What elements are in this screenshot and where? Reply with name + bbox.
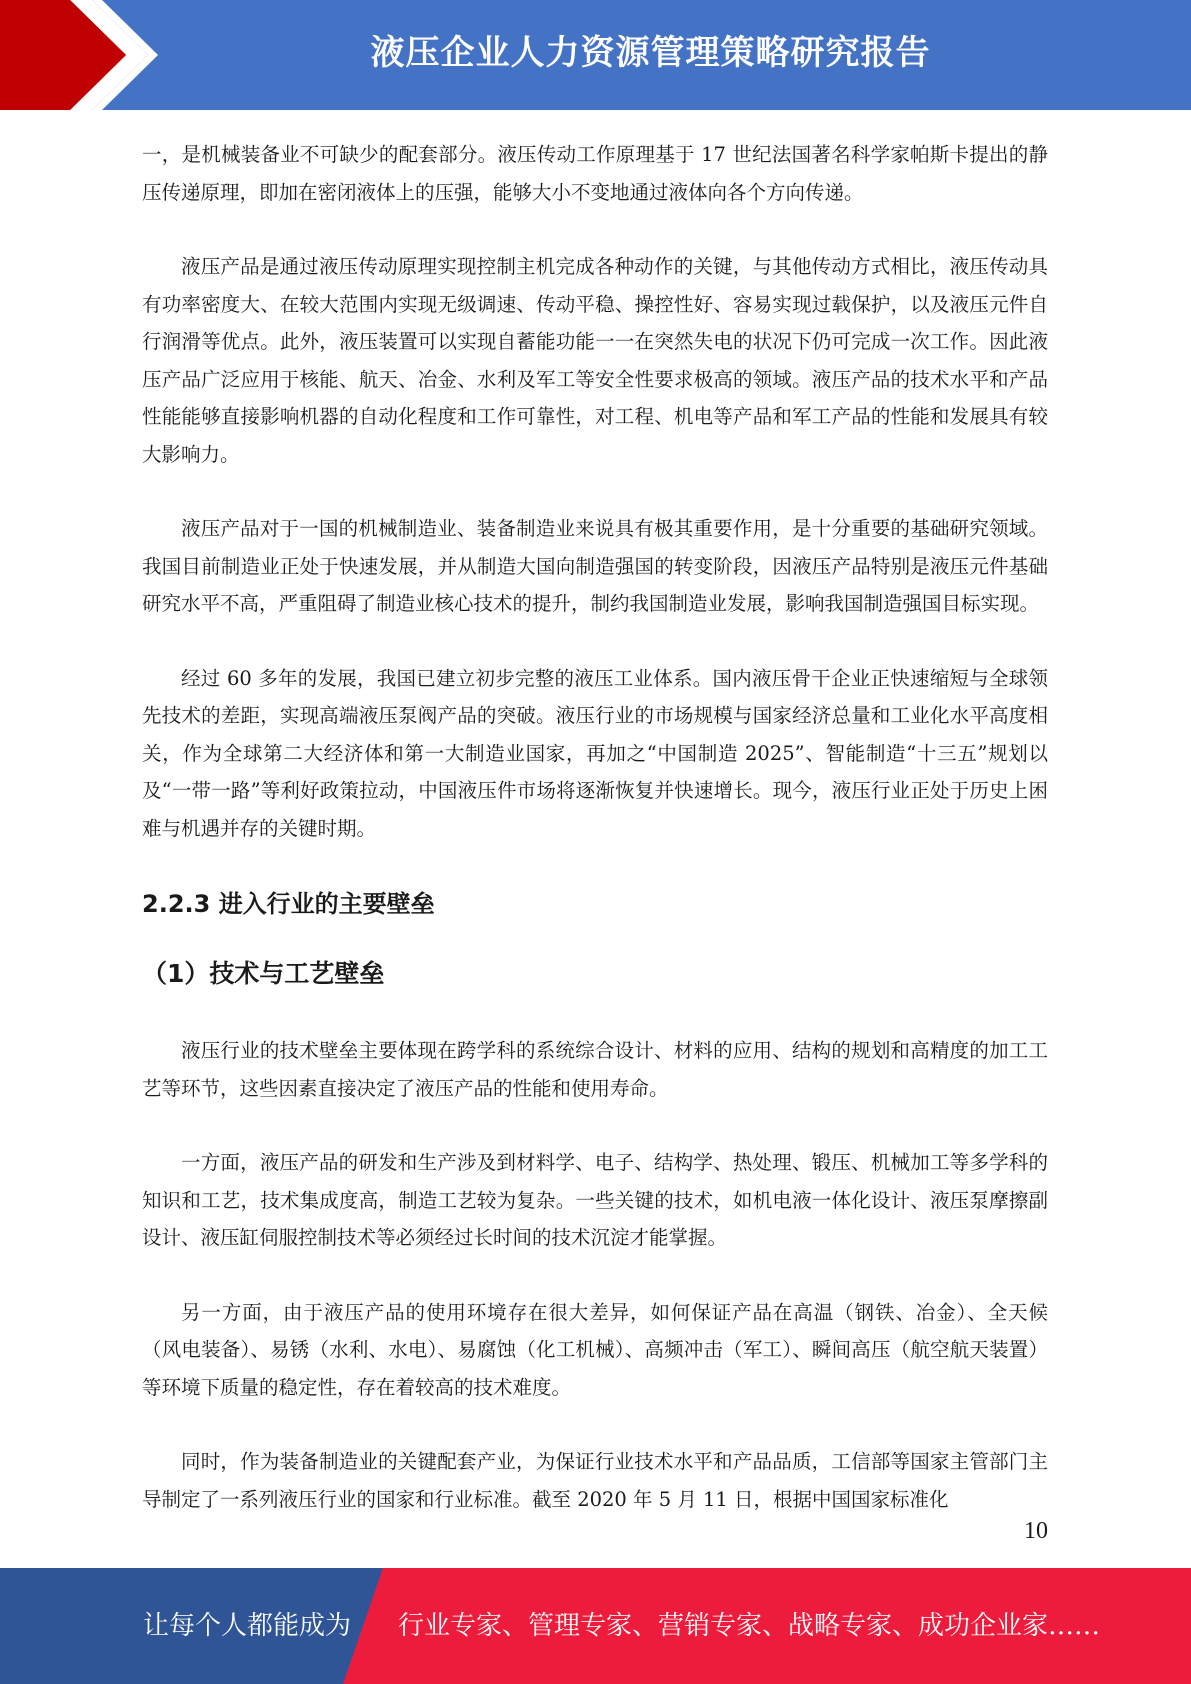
paragraph-2: 液压产品是通过液压传动原理实现控制主机完成各种动作的关键，与其他传动方式相比，液压传动具有功率密度大、在较大范围内实现无级调速、传动平稳、操控性好、容易实现过载保护，以及液压元件自行润滑等优点。此外，液压装置可以实现自蓄能功能一一在突然失电的状况下仍可完成一次工作。因此液压产品广泛应用于核能、航天、冶金、水利及军工等安全性要求极高的领域。液压产品的技术水平和产品性能能够直接影响机器的自动化程度和工作可靠性，对工程、机电等产品和军工产品的性能和发展具有较大影响力。 [142, 255, 1048, 466]
header-arrow-decoration [0, 0, 160, 110]
page-footer [0, 1568, 1191, 1684]
paragraph-1: 一，是机械装备业不可缺少的配套部分。液压传动工作原理基于 17 世纪法国著名科学家帕斯卡提出的静压传递原理，即加在密闭液体上的压强，能够大小不变地通过液体向各个方向传递。 [142, 143, 1048, 204]
paragraph-5: 液压行业的技术壁垒主要体现在跨学科的系统综合设计、材料的应用、结构的规划和高精度的加工工艺等环节，这些因素直接决定了液压产品的性能和使用寿命。 [142, 1039, 1048, 1100]
paragraph-6: 一方面，液压产品的研发和生产涉及到材料学、电子、结构学、热处理、锻压、机械加工等多学科的知识和工艺，技术集成度高，制造工艺较为复杂。一些关键的技术，如机电液一体化设计、液压泵摩擦副设计、液压缸伺服控制技术等必须经过长时间的技术沉淀才能掌握。 [142, 1151, 1048, 1249]
paragraph-4: 经过 60 多年的发展，我国已建立初步完整的液压工业体系。国内液压骨干企业正快速缩短与全球领先技术的差距，实现高端液压泵阀产品的突破。液压行业的市场规模与国家经济总量和工业化水平高度相关，作为全球第二大经济体和第一大制造业国家，再加之“中国制造 2025”、智能制造“十三五”规划以及“一带一路”等利好政策拉动，中国液压件市场将逐渐恢复并快速增长。现今，液压行业正处于历史上困难与机遇并存的关键时期。 [142, 666, 1048, 840]
section-heading: 2.2.3 进入行业的主要壁垒 [142, 890, 435, 918]
page-number: 10 [1024, 1518, 1048, 1544]
paragraph-7: 另一方面，由于液压产品的使用环境存在很大差异，如何保证产品在高温（钢铁、冶金）、全天候（风电装备）、易锈（水利、水电）、易腐蚀（化工机械）、高频冲击（军工）、瞬间高压（航空航天装置）等环境下质量的稳定性，存在着较高的技术难度。 [142, 1300, 1048, 1399]
document-body [142, 136, 1048, 1555]
report-title: 液压企业人力资源管理策略研究报告 [370, 33, 931, 73]
paragraph-8: 同时，作为装备制造业的关键配套产业，为保证行业技术水平和产品品质，工信部等国家主管部门主导制定了一系列液压行业的国家和行业标准。截至 2020 年 5 月 11 日，根据中国国家标准化 [142, 1450, 1048, 1511]
subsection-heading: （1）技术与工艺壁垒 [142, 959, 385, 988]
footer-slogan-left: 让每个人都能成为 [143, 1611, 352, 1641]
paragraph-3: 液压产品对于一国的机械制造业、装备制造业来说具有极其重要作用，是十分重要的基础研究领域。我国目前制造业正处于快速发展，并从制造大国向制造强国的转变阶段，因液压产品特别是液压元件基础研究水平不高，严重阻碍了制造业核心技术的提升，制约我国制造业发展，影响我国制造强国目标实现。 [142, 517, 1048, 615]
page-header [0, 0, 1191, 110]
footer-slogan-right: 行业专家、管理专家、营销专家、战略专家、成功企业家…… [398, 1611, 1101, 1641]
